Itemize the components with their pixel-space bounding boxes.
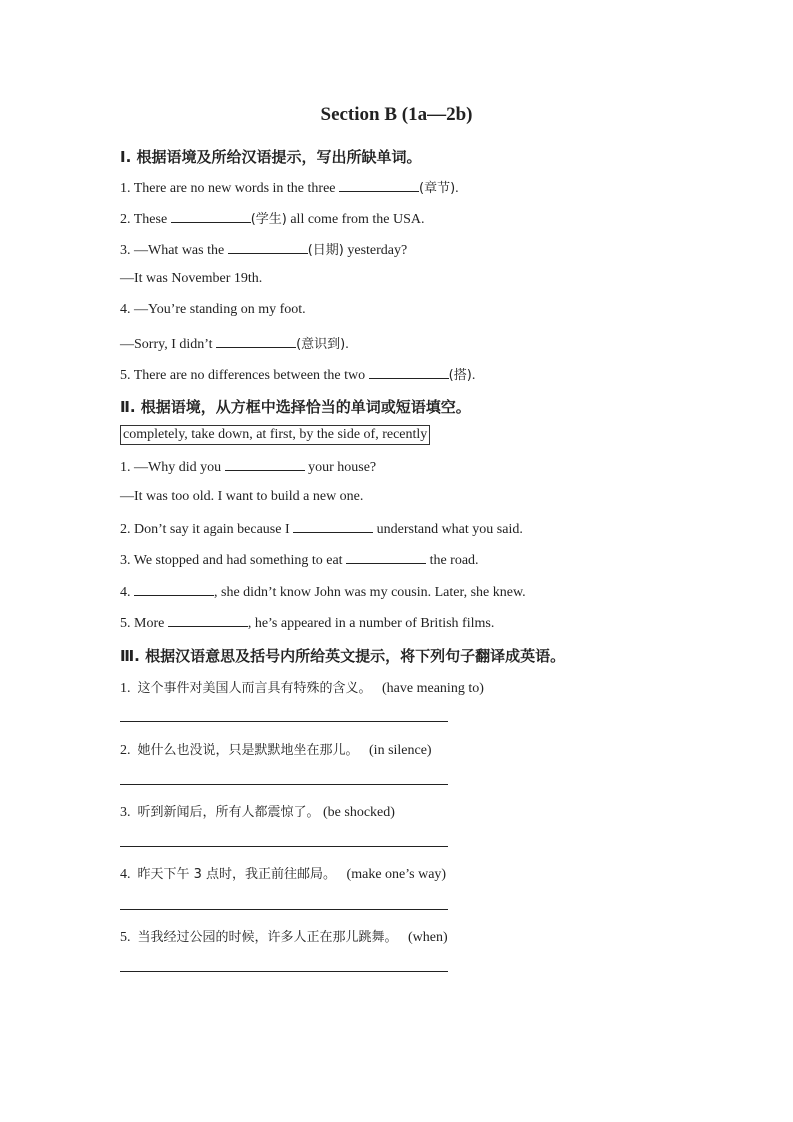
s2-item-3-end: the road. — [426, 553, 479, 568]
s3-item-3-hint: (be shocked) — [323, 805, 395, 820]
answer-blank[interactable] — [168, 614, 248, 627]
answer-line-2[interactable] — [120, 784, 448, 785]
s1-item-4-text: —Sorry, I didn’t — [120, 337, 217, 352]
s3-item-2-chinese: 她什么也没说，只是默默地坐在那儿。 — [137, 743, 359, 758]
s3-item-5-num: 5. — [120, 930, 131, 945]
s3-item-2-hint: (in silence) — [369, 743, 432, 758]
s1-item-3-end: yesterday? — [343, 243, 408, 258]
word-box: completely, take down, at first, by the side of, recently — [120, 425, 430, 445]
answer-line-4[interactable] — [120, 909, 448, 910]
s2-item-1-reply: —It was too old. I want to build a new one. — [120, 489, 364, 504]
section-2-heading: Ⅱ. 根据语境，从方框中选择恰当的单词或短语填空。 — [120, 398, 471, 416]
s2-item-1-text: 1. —Why did you — [120, 460, 225, 475]
s1-item-2-text: 2. These — [120, 212, 171, 227]
s1-item-5-text: 5. There are no differences between the two — [120, 368, 369, 383]
answer-blank[interactable] — [346, 551, 426, 564]
s3-item-2-num: 2. — [120, 743, 131, 758]
section-1-heading: Ⅰ. 根据语境及所给汉语提示，写出所缺单词。 — [120, 148, 422, 166]
answer-line-5[interactable] — [120, 971, 448, 972]
s1-item-2-hint: (学生) — [250, 212, 287, 227]
s3-item-2 — [120, 739, 432, 759]
s2-item-3-text: 3. We stopped and had something to eat — [120, 553, 347, 568]
s3-item-4 — [120, 863, 446, 883]
s3-item-1-num: 1. — [120, 681, 131, 696]
s2-item-5-text: 5. More — [120, 616, 168, 631]
s3-item-3-num: 3. — [120, 805, 131, 820]
s2-item-1-end: your house? — [304, 460, 377, 475]
s3-item-5 — [120, 926, 448, 946]
s3-item-1-chinese: 这个事件对美国人而言具有特殊的含义。 — [137, 681, 372, 696]
s1-item-2 — [120, 208, 424, 228]
answer-blank[interactable] — [369, 366, 449, 379]
answer-blank[interactable] — [228, 241, 308, 254]
s2-item-2 — [120, 520, 523, 538]
s1-item-3-hint: (日期) — [307, 243, 344, 258]
s2-item-4-end: , she didn’t know John was my cousin. Later, she knew. — [214, 585, 526, 600]
s3-item-5-chinese: 当我经过公园的时候，许多人正在那儿跳舞。 — [137, 930, 398, 945]
s2-item-5 — [120, 614, 494, 632]
s1-item-5 — [120, 364, 475, 384]
s3-item-1 — [120, 677, 484, 697]
answer-line-1[interactable] — [120, 721, 448, 722]
s1-item-4-reply — [120, 333, 349, 353]
s3-item-4-hint: (make one’s way) — [346, 867, 447, 882]
s1-item-2-end: all come from the USA. — [286, 212, 425, 227]
s1-item-1-end: . — [455, 181, 459, 196]
answer-blank[interactable] — [225, 458, 305, 471]
s2-item-5-end: , he’s appeared in a number of British films. — [247, 616, 495, 631]
s1-item-4-end: . — [345, 337, 349, 352]
s3-item-3-chinese: 听到新闻后，所有人都震惊了。 — [137, 805, 320, 820]
s3-item-4-num: 4. — [120, 867, 131, 882]
s1-item-5-end: . — [471, 368, 476, 383]
s1-item-4: 4. —You’re standing on my foot. — [120, 302, 306, 317]
s3-item-4-chinese: 昨天下午 3 点时，我正前往邮局。 — [137, 867, 337, 882]
s3-item-3 — [120, 801, 395, 821]
page-title: Section B (1a—2b) — [320, 104, 473, 125]
s3-item-5-hint: (when) — [408, 930, 448, 945]
s2-item-1 — [120, 458, 376, 476]
s2-item-2-text: 2. Don’t say it again because I — [120, 522, 294, 537]
answer-blank[interactable] — [216, 335, 296, 348]
s1-item-4-hint: (意识到) — [296, 337, 346, 352]
answer-blank[interactable] — [339, 179, 419, 192]
s2-item-2-end: understand what you said. — [373, 522, 523, 537]
s1-item-3 — [120, 239, 407, 259]
s1-item-1 — [120, 177, 459, 197]
s3-item-1-hint: (have meaning to) — [382, 681, 484, 696]
s1-item-1-text: 1. There are no new words in the three — [120, 181, 339, 196]
answer-blank[interactable] — [134, 583, 214, 596]
answer-line-3[interactable] — [120, 846, 448, 847]
answer-blank[interactable] — [171, 210, 251, 223]
answer-blank[interactable] — [293, 520, 373, 533]
s1-item-3-reply: —It was November 19th. — [120, 271, 263, 286]
s2-item-4 — [120, 583, 526, 601]
s2-item-4-text: 4. — [120, 585, 134, 600]
s2-item-3 — [120, 551, 479, 569]
s1-item-3-text: 3. —What was the — [120, 243, 228, 258]
section-3-heading: Ⅲ. 根据汉语意思及括号内所给英文提示，将下列句子翻译成英语。 — [120, 647, 566, 665]
s1-item-5-hint: (搭) — [448, 368, 472, 383]
s1-item-1-hint: (章节) — [419, 181, 456, 196]
